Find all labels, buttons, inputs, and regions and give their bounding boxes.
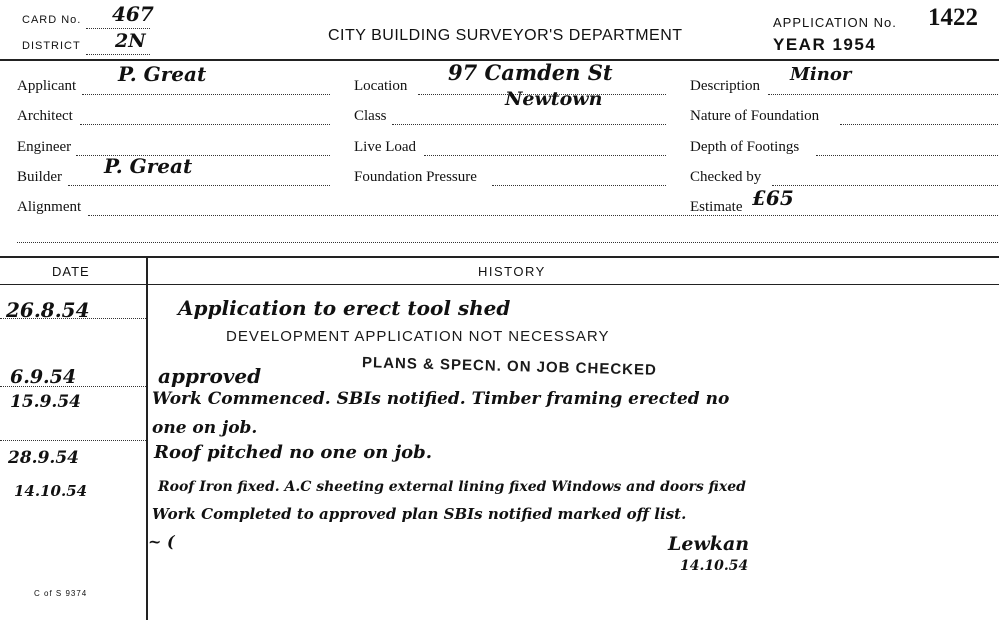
nature-label: Nature of Foundation bbox=[690, 108, 820, 124]
card-no-label: CARD No. bbox=[22, 14, 82, 26]
description-line bbox=[768, 94, 998, 95]
architect-line bbox=[80, 124, 330, 125]
estimate-value: £65 bbox=[752, 186, 794, 210]
date-column-divider bbox=[146, 258, 148, 620]
description-label: Description bbox=[690, 78, 760, 94]
signature-date: 14.10.54 bbox=[680, 558, 749, 574]
entry-text: Work Commenced. SBIs notified. Timber framing erected no bbox=[152, 389, 730, 409]
live-load-line bbox=[424, 155, 666, 156]
foundation-pressure-line bbox=[492, 185, 666, 186]
builder-line bbox=[68, 185, 330, 186]
class-label: Class bbox=[354, 108, 387, 124]
date-line bbox=[0, 440, 146, 441]
estimate-label: Estimate bbox=[690, 199, 743, 215]
applicant-value: P. Great bbox=[118, 62, 207, 86]
entry-text: Application to erect tool shed bbox=[178, 296, 511, 320]
blank-line bbox=[17, 242, 998, 243]
depth-line bbox=[816, 155, 998, 156]
checked-by-line bbox=[772, 185, 998, 186]
form-number: C of S 9374 bbox=[34, 589, 88, 598]
entry-date: 15.9.54 bbox=[10, 392, 81, 412]
application-no-label: APPLICATION No. bbox=[773, 15, 897, 30]
entry-date: 28.9.54 bbox=[8, 448, 79, 468]
applicant-label: Applicant bbox=[17, 78, 77, 94]
development-stamp: DEVELOPMENT APPLICATION NOT NECESSARY bbox=[226, 328, 610, 345]
entry-text: Roof Iron fixed. A.C sheeting external lining fixed Windows and doors fixed bbox=[158, 479, 746, 495]
date-line bbox=[0, 318, 146, 319]
live-load-label: Live Load bbox=[354, 139, 417, 155]
location-value-1: 97 Camden St bbox=[448, 60, 613, 85]
nature-line bbox=[840, 124, 998, 125]
district-line bbox=[86, 54, 150, 55]
entry-date: 6.9.54 bbox=[10, 366, 77, 388]
entry-text: Roof pitched no one on job. bbox=[154, 442, 432, 463]
date-line bbox=[0, 386, 146, 387]
class-line bbox=[392, 124, 666, 125]
signature: Lewkan bbox=[668, 533, 750, 555]
engineer-label: Engineer bbox=[17, 139, 72, 155]
department-title: CITY BUILDING SURVEYOR'S DEPARTMENT bbox=[328, 27, 683, 44]
alignment-label: Alignment bbox=[17, 199, 82, 215]
margin-mark: ~ ( bbox=[148, 532, 175, 551]
alignment-line bbox=[88, 215, 998, 216]
foundation-pressure-label: Foundation Pressure bbox=[354, 169, 477, 185]
description-value: Minor bbox=[790, 64, 852, 85]
district-label: DISTRICT bbox=[22, 40, 81, 52]
builder-label: Builder bbox=[17, 169, 62, 185]
entry-text: one on job. bbox=[152, 418, 258, 438]
location-value-2: Newtown bbox=[505, 88, 603, 110]
plans-checked-stamp: PLANS & SPECN. ON JOB CHECKED bbox=[361, 354, 658, 379]
card-no-value: 467 bbox=[112, 2, 154, 26]
district-value: 2N bbox=[115, 30, 146, 52]
application-no-value: 1422 bbox=[928, 4, 978, 31]
architect-label: Architect bbox=[17, 108, 73, 124]
history-top-rule bbox=[0, 256, 999, 258]
location-label: Location bbox=[354, 78, 408, 94]
date-header: DATE bbox=[52, 264, 90, 279]
history-header: HISTORY bbox=[478, 264, 546, 279]
entry-date: 26.8.54 bbox=[6, 298, 90, 322]
builder-value: P. Great bbox=[104, 154, 193, 178]
history-header-rule bbox=[0, 284, 999, 285]
year-label: YEAR 1954 bbox=[773, 35, 877, 54]
entry-text: approved bbox=[158, 364, 262, 388]
applicant-line bbox=[82, 94, 330, 95]
depth-label: Depth of Footings bbox=[690, 139, 800, 155]
entry-text: Work Completed to approved plan SBIs notified marked off list. bbox=[152, 505, 687, 523]
card-no-line bbox=[86, 28, 150, 29]
entry-date: 14.10.54 bbox=[14, 482, 88, 500]
checked-by-label: Checked by bbox=[690, 169, 762, 185]
